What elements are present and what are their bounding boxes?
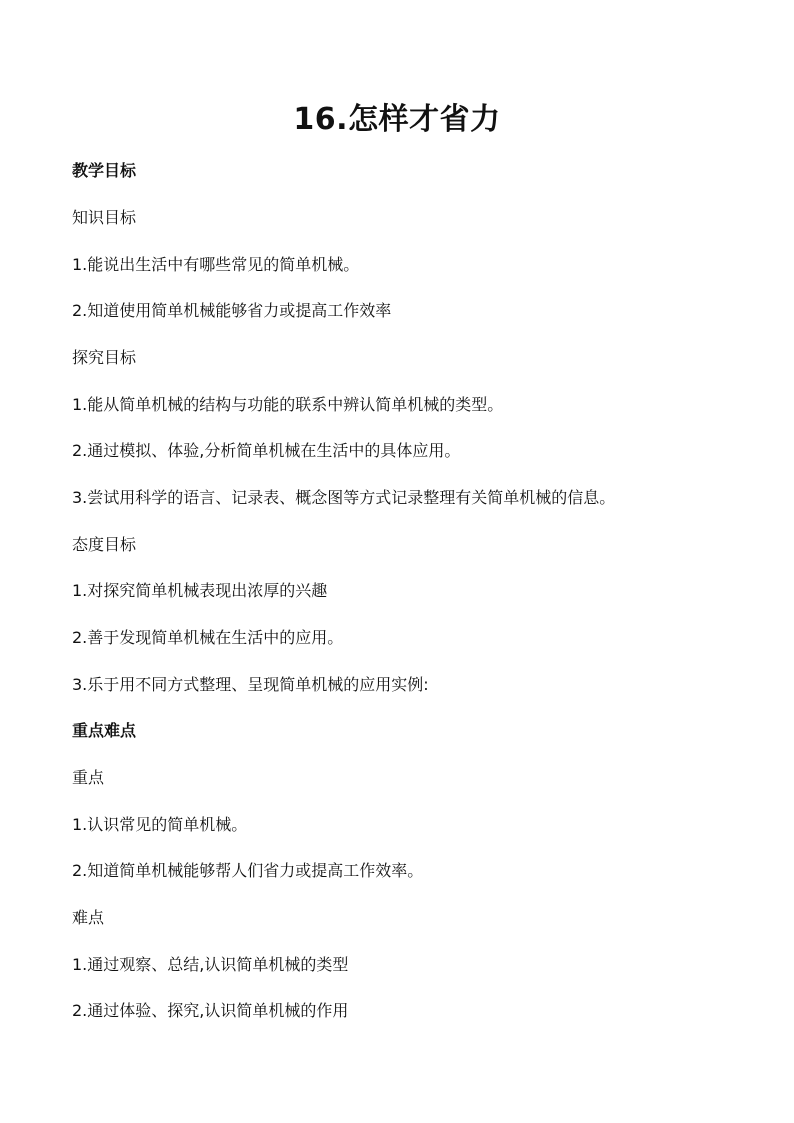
paragraph: 2.知道使用简单机械能够省力或提高工作效率 — [72, 301, 392, 320]
subheading-inquiry-goals: 探究目标 — [72, 348, 137, 367]
document-title: 16.怎样才省力 — [293, 102, 501, 137]
subheading-knowledge-goals: 知识目标 — [72, 208, 137, 227]
paragraph: 1.通过观察、总结,认识简单机械的类型 — [72, 955, 349, 974]
section-heading-key-points: 重点难点 — [72, 721, 137, 740]
subheading-attitude-goals: 态度目标 — [72, 535, 137, 554]
subheading-difficulty: 难点 — [72, 908, 105, 927]
paragraph: 2.善于发现简单机械在生活中的应用。 — [72, 628, 344, 647]
paragraph: 1.认识常见的简单机械。 — [72, 815, 248, 834]
paragraph: 3.尝试用科学的语言、记录表、概念图等方式记录整理有关简单机械的信息。 — [72, 488, 616, 507]
subheading-key-point: 重点 — [72, 768, 105, 787]
paragraph: 2.通过体验、探究,认识简单机械的作用 — [72, 1001, 349, 1020]
paragraph: 1.能从简单机械的结构与功能的联系中辨认简单机械的类型。 — [72, 395, 504, 414]
paragraph: 1.对探究简单机械表现出浓厚的兴趣 — [72, 581, 328, 600]
paragraph: 2.通过模拟、体验,分析简单机械在生活中的具体应用。 — [72, 441, 461, 460]
paragraph: 1.能说出生活中有哪些常见的简单机械。 — [72, 255, 360, 274]
paragraph: 2.知道简单机械能够帮人们省力或提高工作效率。 — [72, 861, 424, 880]
paragraph: 3.乐于用不同方式整理、呈现简单机械的应用实例: — [72, 675, 429, 694]
section-heading-teaching-goals: 教学目标 — [72, 161, 137, 180]
